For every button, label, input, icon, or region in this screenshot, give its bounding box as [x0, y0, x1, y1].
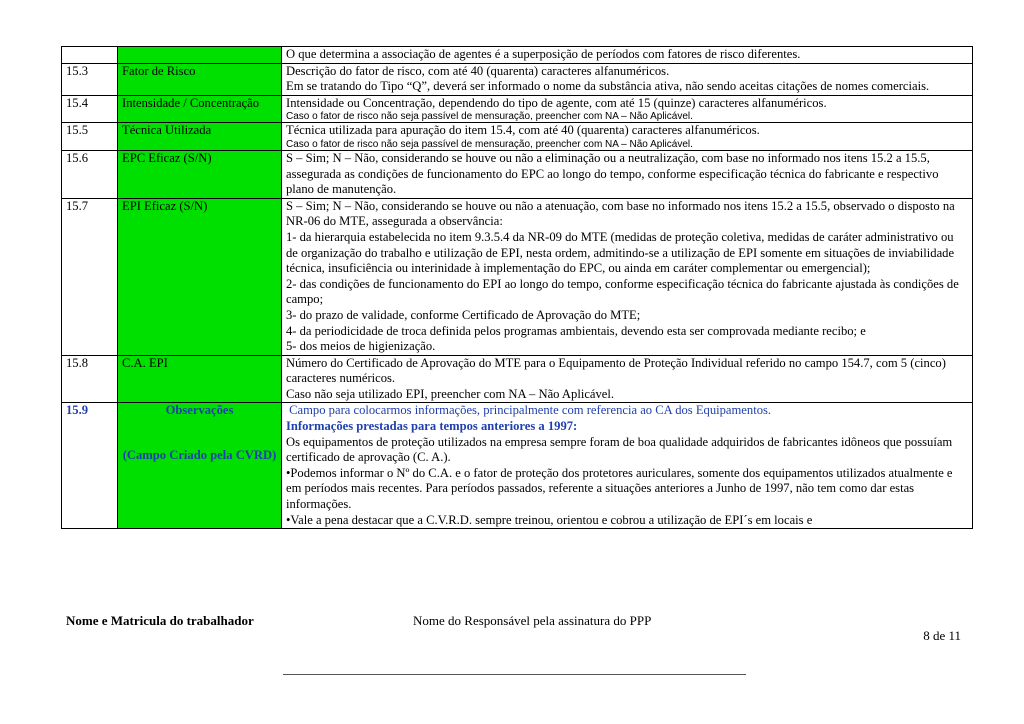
description-line: Descrição do fator de risco, com até 40 (quarenta) caracteres alfanuméricos. [286, 63, 670, 78]
observacoes-bullet: • Vale a pena destacar que a C.V.R.D. sempre treinou, orientou e cobrou a utilização de EPI´s em locais e [286, 513, 968, 528]
ppp-field-table [61, 46, 973, 529]
description-line: Técnica utilizada para apuração do item 15.4, com até 40 (quarenta) caracteres alfanuméricos. [286, 123, 760, 138]
item-description [282, 355, 973, 403]
item-label: EPI Eficaz (S/N) [118, 198, 282, 355]
item-label: Técnica Utilizada [118, 123, 282, 151]
item-number [62, 47, 118, 64]
description-line: 2- das condições de funcionamento do EPI ao longo do tempo, conforme especificação técnica do fabricante ajustada às condições de campo; [286, 276, 959, 307]
observacoes-label-cell [118, 403, 282, 528]
description-line: 4- da periodicidade de troca definida pelos programas ambientais, devendo esta ser comprovada mediante recibo; e [286, 323, 866, 338]
observacoes-heading: Informações prestadas para tempos anteriores a 1997: [286, 419, 578, 434]
observacoes-label: Observações [165, 403, 234, 418]
description-line: 1- da hierarquia estabelecida no item 9.3.5.4 da NR-09 do MTE (medidas de proteção coletiva, medidas de caráter administrativo ou de organização do trabalho e utilização de EPI, nesta ordem, admitindo-se a utilização de EPI somente em situações de inviabilidade técnica, insuficiência ou interinidade à implementação do EPC, ou ainda em caráter complementar ou emergencial); [286, 229, 955, 276]
item-number: 15.9 [62, 403, 118, 528]
item-number: 15.3 [62, 63, 118, 95]
description-line: O que determina a associação de agentes é a superposição de períodos com fatores de risco diferentes. [286, 47, 801, 61]
na-note: Caso o fator de risco não seja passível de mensuração, preencher com NA – Não Aplicável. [286, 111, 693, 123]
item-label: EPC Eficaz (S/N) [118, 150, 282, 198]
item-label: C.A. EPI [118, 355, 282, 403]
description-line: Caso não seja utilizado EPI, preencher com NA – Não Aplicável. [286, 386, 615, 401]
table-row [62, 123, 973, 151]
item-label [118, 47, 282, 64]
description-line: 3- do prazo de validade, conforme Certificado de Aprovação do MTE; [286, 307, 641, 322]
item-label: Fator de Risco [118, 63, 282, 95]
item-number: 15.4 [62, 95, 118, 123]
observacoes-sublabel: (Campo Criado pela CVRD) [122, 448, 277, 463]
item-label: Intensidade / Concentração [118, 95, 282, 123]
observacoes-row [62, 403, 973, 528]
observacoes-paragraph: Os equipamentos de proteção utilizados na empresa sempre foram de boa qualidade adquiridos de fabricantes idôneos que possuíam certificado de aprovação (C. A.). [286, 434, 953, 465]
description-line: Intensidade ou Concentração, dependendo do tipo de agente, com até 15 (quinze) caracteres alfanuméricos. [286, 95, 827, 110]
item-number: 15.6 [62, 150, 118, 198]
description-line: Número do Certificado de Aprovação do MTE para o Equipamento de Proteção Individual referido no campo 154.7, com 5 (cinco) caracteres numéricos. [286, 355, 946, 386]
item-description [282, 150, 973, 198]
item-number: 15.5 [62, 123, 118, 151]
description-line: Em se tratando do Tipo “Q”, deverá ser informado o nome da substância ativa, não sendo aceitas citações de nomes comerciais. [286, 79, 930, 94]
na-note: Caso o fator de risco não seja passível de mensuração, preencher com NA – Não Aplicável. [286, 138, 693, 150]
table-row [62, 355, 973, 403]
table-row [62, 150, 973, 198]
item-description [282, 47, 973, 64]
observacoes-bullet: • Podemos informar o Nº do C.A. e o fator de proteção dos protetores auriculares, somente dos equipamentos utilizados atualmente e em períodos mais recentes. Para períodos passados, referente a situações anteriores a Junho de 1997, não tem como dar estas informações. [286, 466, 968, 513]
page-number: 8 de 11 [923, 628, 961, 643]
item-description [282, 95, 973, 123]
table-row [62, 95, 973, 123]
table-row [62, 47, 973, 64]
observacoes-text [282, 403, 973, 528]
responsible-name-label: Nome do Responsável pela assinatura do PPP [413, 613, 652, 628]
item-number: 15.7 [62, 198, 118, 355]
description-line: S – Sim; N – Não, considerando se houve ou não a atenuação, com base no informado nos itens 15.2 a 15.5, observado o disposto na NR-06 do MTE, assegurada a observância: [286, 198, 955, 229]
worker-name-label: Nome e Matricula do trabalhador [66, 613, 254, 628]
item-number: 15.8 [62, 355, 118, 403]
table-row [62, 198, 973, 355]
description-line: 5- dos meios de higienização. [286, 339, 436, 354]
item-description [282, 198, 973, 355]
observacoes-intro: Campo para colocarmos informações, principalmente com referencia ao CA dos Equipamentos. [286, 403, 772, 418]
item-description [282, 123, 973, 151]
signature-line [283, 674, 746, 675]
table-row [62, 63, 973, 95]
item-description [282, 63, 973, 95]
description-line: S – Sim; N – Não, considerando se houve ou não a eliminação ou a neutralização, com base no informado nos itens 15.2 a 15.5, assegurada as condições de funcionamento do EPC ao longo do tempo, conforme especificação técnica do fabricante e respectivo plano de manutenção. [286, 150, 939, 197]
